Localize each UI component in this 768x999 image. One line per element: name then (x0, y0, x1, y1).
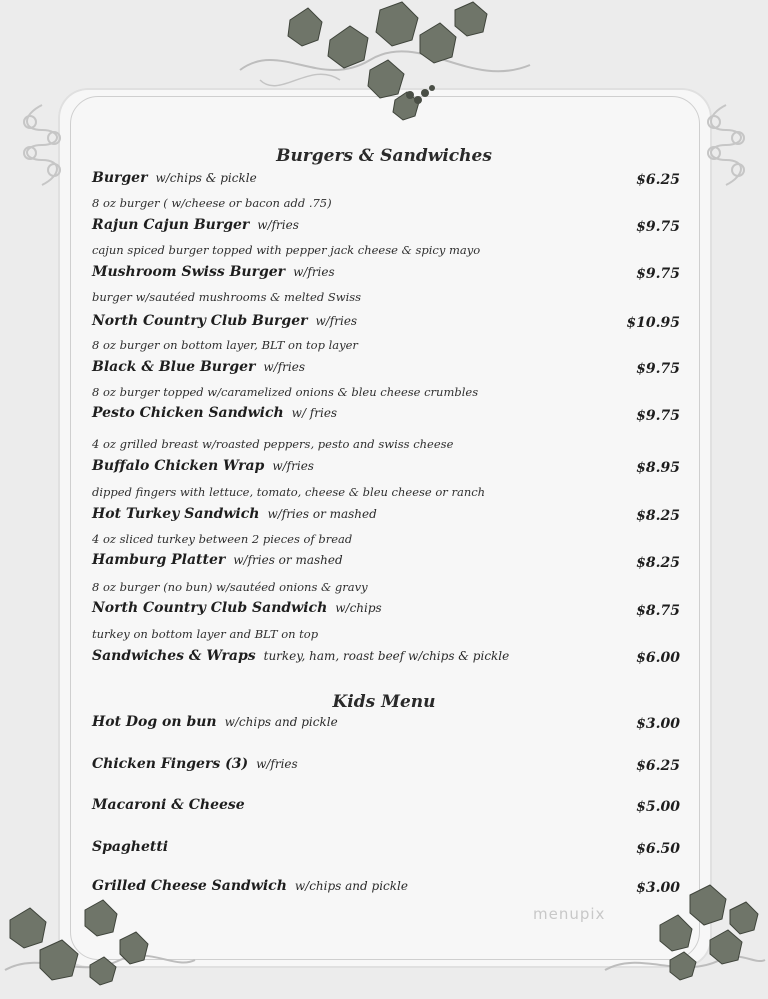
item-name: Rajun Cajun Burger (92, 217, 250, 233)
item-name: Hamburg Platter (92, 552, 226, 568)
item-name: Sandwiches & Wraps (92, 648, 256, 664)
item-side: w/fries (256, 757, 298, 771)
item-name: Chicken Fingers (3) (92, 756, 249, 772)
item-price: $6.50 (636, 841, 680, 857)
item-price: $8.95 (636, 460, 680, 476)
item-price: $6.25 (636, 172, 680, 188)
item-side: w/fries or mashed (233, 553, 343, 567)
item-description: 8 oz burger on bottom layer, BLT on top layer (92, 338, 358, 352)
item-description: 8 oz burger topped w/caramelized onions & bleu cheese crumbles (92, 385, 479, 399)
item-name: Grilled Cheese Sandwich (92, 878, 287, 894)
top-ivy-ornament (220, 0, 550, 140)
item-side: w/fries or mashed (267, 507, 377, 521)
item-side: w/chips and pickle (224, 715, 338, 729)
item-side: w/ fries (291, 406, 338, 420)
item-price: $3.00 (636, 716, 680, 732)
item-price: $9.75 (636, 361, 680, 377)
item-price: $6.00 (636, 650, 680, 666)
item-price: $9.75 (636, 408, 680, 424)
item-description: burger w/sautéed mushrooms & melted Swiss (92, 290, 362, 304)
item-name: Black & Blue Burger (92, 359, 256, 375)
item-description: turkey on bottom layer and BLT on top (92, 627, 319, 641)
item-description: 4 oz grilled breast w/roasted peppers, pesto and swiss cheese (92, 437, 454, 451)
watermark: menupix (533, 905, 606, 923)
item-name: Spaghetti (92, 839, 169, 855)
item-side: w/fries (272, 459, 314, 473)
item-side: w/fries (257, 218, 299, 232)
item-side: turkey, ham, roast beef w/chips & pickle (263, 649, 510, 663)
item-price: $9.75 (636, 219, 680, 235)
item-name: Hot Dog on bun (92, 714, 217, 730)
item-name: Buffalo Chicken Wrap (92, 458, 265, 474)
item-name: Hot Turkey Sandwich (92, 506, 260, 522)
item-side: w/fries (293, 265, 335, 279)
item-description: 8 oz burger ( w/cheese or bacon add .75) (92, 196, 332, 210)
item-description: 8 oz burger (no bun) w/sautéed onions & gravy (92, 580, 368, 594)
item-description: 4 oz sliced turkey between 2 pieces of bread (92, 532, 353, 546)
item-side: w/chips (335, 601, 382, 615)
bottom-right-ivy-ornament (600, 875, 768, 999)
item-name: Mushroom Swiss Burger (92, 264, 286, 280)
item-name: North Country Club Sandwich (92, 600, 328, 616)
item-price: $8.75 (636, 603, 680, 619)
item-price: $8.25 (636, 508, 680, 524)
item-name: Pesto Chicken Sandwich (92, 405, 284, 421)
item-side: w/chips & pickle (155, 171, 257, 185)
item-name: Macaroni & Cheese (92, 797, 245, 813)
right-swirl-ornament (696, 100, 756, 190)
left-swirl-ornament (12, 100, 72, 190)
item-name: Burger (92, 170, 148, 186)
section-title-burgers: Burgers & Sandwiches (276, 146, 492, 166)
item-name: North Country Club Burger (92, 313, 308, 329)
item-price: $3.00 (636, 880, 680, 896)
item-description: dipped fingers with lettuce, tomato, cheese & bleu cheese or ranch (92, 485, 486, 499)
bottom-left-ivy-ornament (0, 880, 200, 999)
item-price: $6.25 (636, 758, 680, 774)
section-title-kids: Kids Menu (332, 692, 436, 712)
item-price: $9.75 (636, 266, 680, 282)
item-side: w/fries (315, 314, 358, 328)
item-side: w/chips and pickle (294, 879, 408, 893)
item-side: w/fries (263, 360, 305, 374)
item-price: $8.25 (636, 555, 680, 571)
item-price: $5.00 (636, 799, 680, 815)
item-price: $10.95 (626, 315, 680, 331)
item-description: cajun spiced burger topped with pepper jack cheese & spicy mayo (92, 243, 481, 257)
